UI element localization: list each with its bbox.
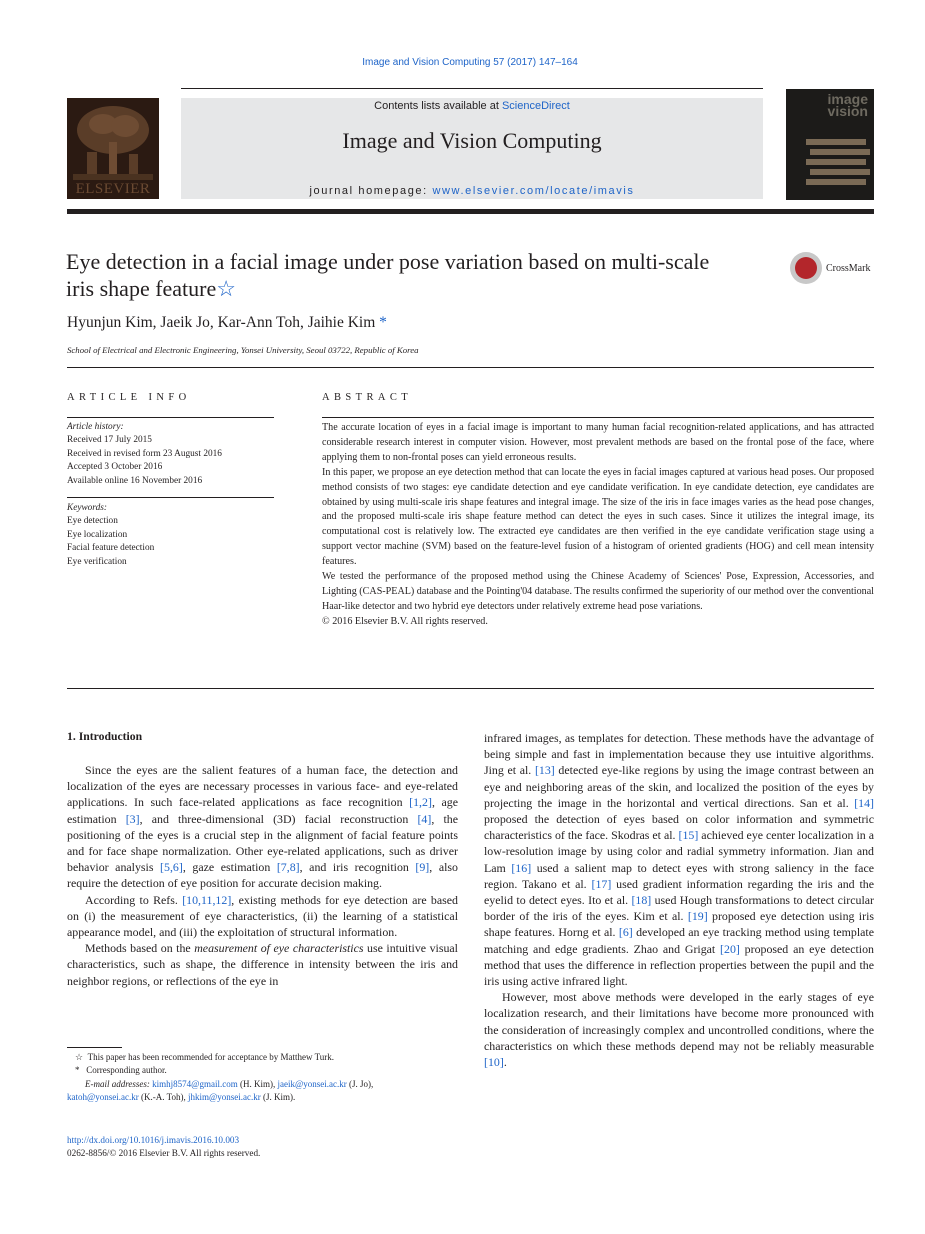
emphasis-text: measurement of eye characteristics xyxy=(194,941,364,956)
history-label: Article history: xyxy=(67,422,124,432)
body-text: use intuitive visual characteristics, such as shape, the difference in intensity between the iris and neighbor regions, or reflections of the eye in xyxy=(67,941,458,988)
affiliation: School of Electrical and Electronic Engineering, Yonsei University, Seoul 03722, Republic of Korea xyxy=(67,345,419,355)
email-link[interactable]: jhkim@yonsei.ac.kr xyxy=(187,1092,261,1103)
citation-link[interactable]: [15] xyxy=(678,828,699,843)
abstract-rule xyxy=(322,417,874,418)
article-title xyxy=(66,248,766,302)
crossmark-badge[interactable] xyxy=(790,252,880,286)
body-text: , existing methods for eye detection are based on (i) the measurement of eye characteristics, (ii) the learning of a statistical appearance model, and (iii) the exploitation of structural information. xyxy=(67,892,459,940)
section-heading-introduction: 1. Introduction xyxy=(67,730,143,743)
keyword-item: Eye verification xyxy=(67,556,127,567)
journal-reference[interactable] xyxy=(0,57,925,68)
intro-paragraph-3-continued xyxy=(484,730,874,989)
citation-link[interactable]: [14] xyxy=(854,795,874,810)
intro-paragraph-2 xyxy=(67,892,458,941)
body-text: achieved eye center localization in a low-resolution image by using color and radial symmetry information. Jian and Lam xyxy=(484,828,874,875)
footnote-corresponding xyxy=(67,1064,467,1077)
crossmark-label: CrossMark xyxy=(826,263,871,274)
citation-link[interactable]: [3] xyxy=(125,811,140,826)
header-top-rule xyxy=(181,88,763,89)
email-link[interactable]: kimhj8574@gmail.com xyxy=(152,1078,238,1089)
footnote-text: This paper has been recommended for acceptance by Matthew Turk. xyxy=(87,1052,334,1062)
body-text: , and three-dimensional (3D) facial reconstruction xyxy=(139,811,418,826)
keyword-item: Facial feature detection xyxy=(67,543,155,554)
abstract-end-rule xyxy=(67,688,874,689)
body-text: According to Refs. xyxy=(85,892,183,907)
homepage-link[interactable]: www.elsevier.com/locate/imavis xyxy=(432,185,635,197)
abstract-paragraph: We tested the performance of the proposed method using the Chinese Academy of Sciences' Pose, Expression, Accessories, and Lighting (CAS-PEAL) database and the Pointing'04 database. The results confirmed the superiority of our method over the conventional Haar-like detector and two hybrid eye detectors under relatively extreme head pose variations. xyxy=(322,571,874,612)
citation-link[interactable]: [20] xyxy=(720,941,740,956)
citation-link[interactable]: [5,6] xyxy=(160,860,183,875)
citation-link[interactable]: [19] xyxy=(687,909,708,924)
journal-homepage xyxy=(181,185,763,197)
history-revised: Received in revised form 23 August 2016 xyxy=(67,448,222,459)
citation-link[interactable]: [17] xyxy=(591,876,612,891)
body-column-right xyxy=(484,730,874,1070)
article-info-heading: ARTICLE INFO xyxy=(67,392,191,403)
email-owner: (J. Jo), xyxy=(346,1078,374,1089)
email-label: E-mail addresses: xyxy=(85,1078,150,1089)
citation-link[interactable]: [13] xyxy=(534,763,555,778)
authors-text: Hyunjun Kim, Jaeik Jo, Kar-Ann Toh, Jaihie Kim xyxy=(67,314,376,331)
footnote-recommendation xyxy=(67,1051,467,1064)
footnote-star-mark: ☆ xyxy=(75,1052,84,1062)
citation-link[interactable]: [7,8] xyxy=(276,860,300,875)
email-owner: (K.-A. Toh), xyxy=(138,1092,188,1103)
keywords-label: Keywords: xyxy=(67,503,107,513)
issn-copyright: 0262-8856/© 2016 Elsevier B.V. All rights reserved. xyxy=(67,1148,261,1159)
email-link[interactable]: jaeik@yonsei.ac.kr xyxy=(277,1078,347,1089)
header-thick-rule xyxy=(67,209,874,214)
intro-paragraph-3 xyxy=(67,940,458,989)
citation-link[interactable]: [16] xyxy=(511,860,532,875)
journal-title: Image and Vision Computing xyxy=(342,128,602,153)
body-text: infrared images, as templates for detection. These methods have the advantage of being simple and fast in implementation because they use intuitive algorithms. Jing et al. xyxy=(484,731,874,778)
journal-reference-link[interactable]: Image and Vision Computing 57 (2017) 147–164 xyxy=(362,57,578,68)
history-received: Received 17 July 2015 xyxy=(67,435,152,446)
intro-paragraph-4 xyxy=(484,989,874,1070)
author-list xyxy=(67,314,387,332)
history-online: Available online 16 November 2016 xyxy=(67,475,203,486)
sciencedirect-link[interactable]: ScienceDirect xyxy=(501,100,570,112)
footnote-rule xyxy=(67,1047,122,1048)
elsevier-logo[interactable] xyxy=(67,98,159,199)
title-block-rule xyxy=(67,367,874,368)
email-owner: (H. Kim), xyxy=(237,1078,278,1089)
cover-title: image vision xyxy=(827,91,868,119)
footnote-emails xyxy=(67,1078,467,1091)
footnotes xyxy=(67,1051,467,1105)
cover-stripe xyxy=(810,169,870,175)
body-text: Methods based on the xyxy=(85,941,195,956)
citation-link[interactable]: [4] xyxy=(417,811,432,826)
article-title-line-1: Eye detection in a facial image under pose variation based on multi-scale xyxy=(66,249,710,274)
corresponding-author-mark[interactable]: * xyxy=(379,314,387,331)
elsevier-wordmark: ELSEVIER xyxy=(75,181,151,197)
body-text: proposed an eye detection method that uses the difference in reflection properties between the pupil and the iris using active infrared light. xyxy=(484,941,874,989)
keywords-rule xyxy=(67,497,274,498)
abstract-heading: ABSTRACT xyxy=(322,392,413,403)
abstract-paragraph: In this paper, we propose an eye detection method that can locate the eyes in facial images captured at various head poses. Our proposed method consists of two stages: eye candidate detection and eye candidate verification. In eye candidate detection, eye candidates are obtained by using multi-scale iris shape features and integral image. The size of the iris in face images varies as the head pose changes, and the proposed multi-scale iris shape feature method can detect the eyes in such cases. Since it utilizes the integral image, its computational cost is relatively low. The extracted eye candidates are then verified in the eye candidate verification stage using a support vector machine (SVM) based on the feature-level fusion of a histogram of oriented gradients (HOG) and cell mean intensity features. xyxy=(322,466,874,568)
contents-prefix: Contents lists available at xyxy=(374,100,502,112)
citation-link[interactable]: [18] xyxy=(631,893,652,908)
citation-link[interactable]: [10,11,12] xyxy=(182,892,232,907)
body-text: , gaze estimation xyxy=(182,860,277,875)
doi-link[interactable]: http://dx.doi.org/10.1016/j.imavis.2016.10.003 xyxy=(67,1135,240,1145)
body-text: However, most above methods were developed in the early stages of eye localization research, and their limitations have become more pronounced with the consideration of increasingly complex and uncontrolled conditions, where the characteristics on which these methods depend may not be reliably measurable xyxy=(484,990,874,1053)
journal-cover-thumbnail[interactable] xyxy=(786,89,874,200)
article-history xyxy=(67,421,277,488)
footnote-emails-continued xyxy=(67,1091,467,1104)
citation-link[interactable]: [1,2] xyxy=(409,795,432,810)
doi-block xyxy=(67,1134,260,1161)
body-text: proposed eye detection using iris shape features. Horng et al. xyxy=(484,909,874,940)
citation-link[interactable]: [9] xyxy=(415,860,430,875)
cover-stripe xyxy=(810,149,870,155)
body-text: used a salient map to detect eyes with strong saliency in the face region. Takano et al. xyxy=(484,860,874,891)
cover-stripe xyxy=(806,179,866,185)
body-text: , the positioning of the eyes is a crucial step in the alignment of facial feature points and for face shape normalization. Other eye-related applications, such as driver behavior analysis xyxy=(67,811,458,875)
keyword-item: Eye detection xyxy=(67,516,118,527)
body-text: , and iris recognition xyxy=(299,860,416,875)
contents-available xyxy=(181,100,763,112)
article-info-rule xyxy=(67,417,274,418)
email-owner: (J. Kim). xyxy=(260,1092,296,1103)
body-text: Since the eyes are the salient features of a human face, the detection and localization of the eyes are necessary processes in various face- and eye-related applications. In such face-related applications as face recognition xyxy=(67,763,458,810)
body-text: used gradient information regarding the iris and the eyelid to detect eyes. Ito et al. xyxy=(484,876,874,908)
keyword-item: Eye localization xyxy=(67,529,128,540)
journal-banner xyxy=(181,98,763,199)
body-text: developed an eye tracking method using template matching and edge gradients. Zhao and Grigat xyxy=(484,925,874,956)
citation-link[interactable]: [6] xyxy=(618,925,633,940)
body-text: proposed the detection of eyes based on color information and symmetric characteristics of the face. Skodras et al. xyxy=(484,812,874,843)
body-text: detected eye-like regions by using the image contrast between an eye and neighboring areas of the skin, and localized the position of the eyes by projecting the image in the horizontal and vertical directions. San et al. xyxy=(484,763,874,810)
keywords xyxy=(67,502,277,569)
body-text: , also require the detection of eye position for accurate decision making. xyxy=(67,860,458,891)
article-title-line-2: iris shape feature xyxy=(66,276,217,301)
body-text: used Hough transformations to detect circular border of the iris of the eyes. Kim et al. xyxy=(484,893,874,924)
cover-stripe xyxy=(806,139,866,145)
email-link[interactable]: katoh@yonsei.ac.kr xyxy=(67,1092,139,1103)
crossmark-icon xyxy=(790,252,822,284)
intro-paragraph-1 xyxy=(67,762,458,892)
abstract-copyright: © 2016 Elsevier B.V. All rights reserved. xyxy=(322,615,488,627)
body-text: . xyxy=(503,1055,507,1070)
abstract-paragraph: The accurate location of eyes in a facial image is important to many human facial recognition-related applications, and has attracted considerable research interest in computer vision. However, most prevalent methods are based on the frontal pose of the face, where applying them to non-frontal poses can yield erroneous results. xyxy=(322,422,874,463)
body-text: , age estimation xyxy=(67,795,458,826)
footnote-asterisk-mark: * xyxy=(75,1065,80,1076)
homepage-prefix: journal homepage: xyxy=(309,185,433,197)
citation-link[interactable]: [10] xyxy=(484,1055,504,1070)
abstract-body xyxy=(322,421,874,630)
history-accepted: Accepted 3 October 2016 xyxy=(67,462,163,473)
elsevier-tree-icon xyxy=(73,102,153,180)
footnote-text: Corresponding author. xyxy=(86,1065,167,1076)
cover-stripe xyxy=(806,159,866,165)
title-footnote-mark[interactable]: ☆ xyxy=(216,276,236,301)
body-column-left xyxy=(67,762,458,989)
